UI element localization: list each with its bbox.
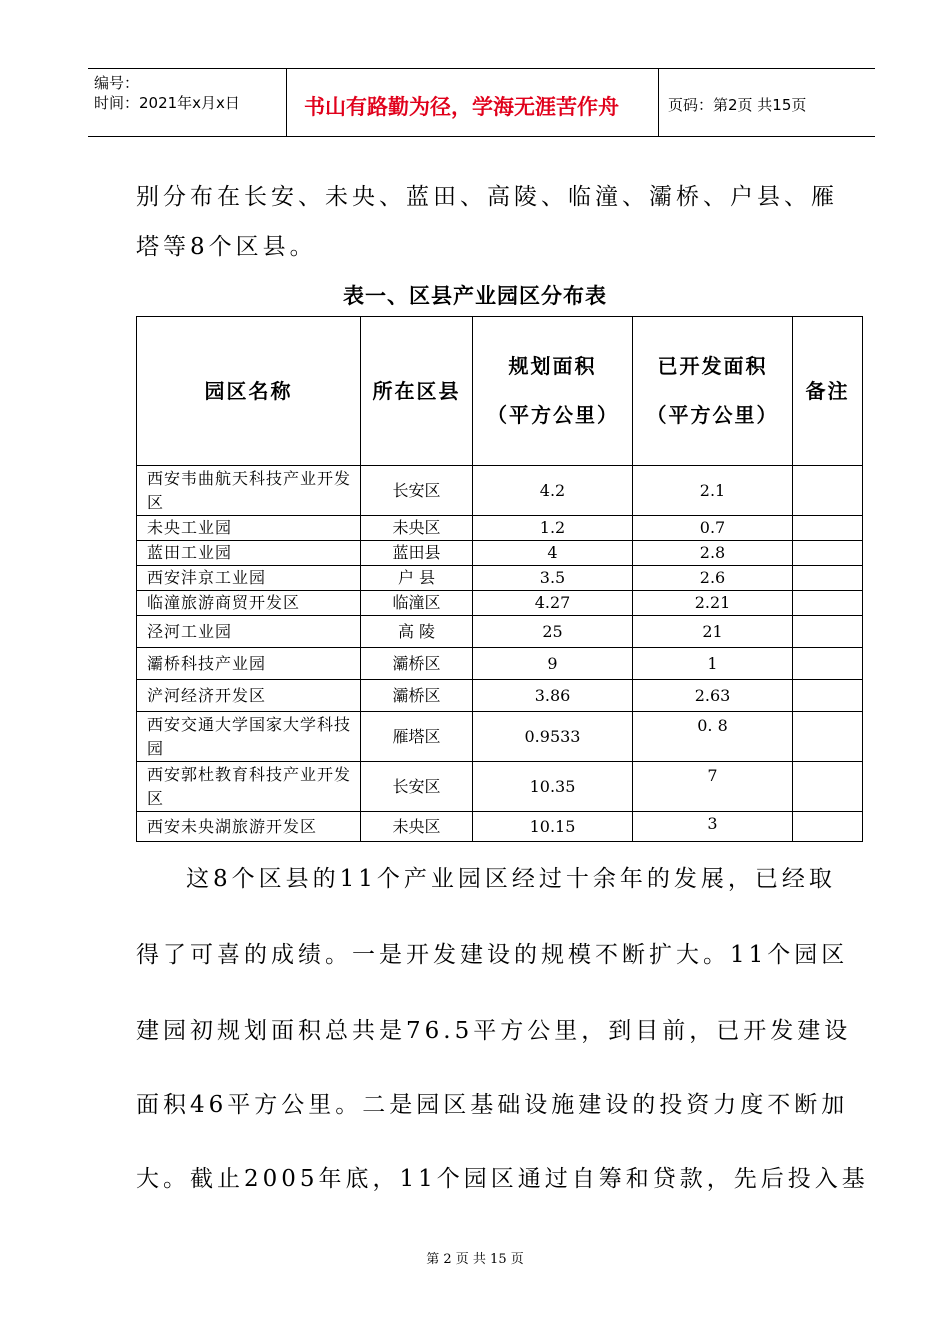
cell-note — [793, 516, 863, 541]
intro-line-2: 塔等8个区县。 — [136, 234, 317, 260]
cell-planned-area: 3.86 — [473, 680, 633, 712]
cell-district: 未央区 — [361, 812, 473, 842]
cell-district: 雁塔区 — [361, 712, 473, 762]
cell-planned-area: 9 — [473, 648, 633, 680]
cell-developed-area: 2.1 — [633, 466, 793, 516]
col-header-developed-area — [633, 317, 793, 466]
col-header-planned-area-text: 规划面积（平方公里） — [487, 354, 619, 427]
header-top-border — [88, 68, 875, 69]
table-row — [137, 680, 863, 712]
cell-developed-area: 2.21 — [633, 591, 793, 616]
table-row — [137, 466, 863, 516]
cell-district: 灞桥区 — [361, 680, 473, 712]
cell-district: 高 陵 — [361, 616, 473, 648]
cell-park-name: 未央工业园 — [137, 516, 361, 541]
table-row — [137, 566, 863, 591]
cell-park-name: 西安未央湖旅游开发区 — [137, 812, 361, 842]
cell-note — [793, 762, 863, 812]
header-divider-right — [658, 68, 659, 136]
cell-district: 临潼区 — [361, 591, 473, 616]
cell-note — [793, 616, 863, 648]
cell-park-name: 西安沣京工业园 — [137, 566, 361, 591]
cell-note — [793, 648, 863, 680]
cell-planned-area: 1.2 — [473, 516, 633, 541]
cell-planned-area: 10.15 — [473, 812, 633, 842]
intro-line-1: 别分布在长安、未央、蓝田、高陵、临潼、灞桥、户县、雁 — [136, 184, 838, 210]
table-row — [137, 648, 863, 680]
cell-note — [793, 566, 863, 591]
cell-planned-area: 0.9533 — [473, 712, 633, 762]
cell-developed-area: 21 — [633, 616, 793, 648]
cell-district: 长安区 — [361, 466, 473, 516]
col-header-planned-area — [473, 317, 633, 466]
cell-district: 未央区 — [361, 516, 473, 541]
page-footer: 第 2 页 共 15 页 — [426, 1252, 524, 1267]
cell-developed-area: 2.8 — [633, 541, 793, 566]
cell-note — [793, 712, 863, 762]
table-row — [137, 541, 863, 566]
cell-park-name: 灞桥科技产业园 — [137, 648, 361, 680]
cell-park-name: 临潼旅游商贸开发区 — [137, 591, 361, 616]
cell-note — [793, 541, 863, 566]
cell-district: 蓝田县 — [361, 541, 473, 566]
table-row — [137, 762, 863, 812]
cell-developed-area: 0. 8 — [633, 712, 793, 762]
body-line-5: 大。截止2005年底，11个园区通过自筹和贷款，先后投入基 — [136, 1166, 869, 1192]
cell-park-name: 西安韦曲航天科技产业开发区 — [137, 466, 361, 516]
header-divider-left — [286, 68, 287, 136]
cell-planned-area: 4.27 — [473, 591, 633, 616]
col-header-park-name: 园区名称 — [137, 317, 361, 466]
cell-note — [793, 466, 863, 516]
table-row — [137, 516, 863, 541]
cell-note — [793, 680, 863, 712]
cell-developed-area: 0.7 — [633, 516, 793, 541]
table-row — [137, 616, 863, 648]
cell-planned-area: 10.35 — [473, 762, 633, 812]
col-header-district: 所在区县 — [361, 317, 473, 466]
col-header-note: 备注 — [793, 317, 863, 466]
cell-note — [793, 591, 863, 616]
header-motto: 书山有路勤为径，学海无涯苦作舟 — [304, 95, 619, 119]
cell-park-name: 西安郭杜教育科技产业开发区 — [137, 762, 361, 812]
body-line-1: 这8个区县的11个产业园区经过十余年的发展，已经取 — [186, 866, 836, 892]
table-title: 表一、区县产业园区分布表 — [343, 284, 607, 308]
body-line-2: 得了可喜的成绩。一是开发建设的规模不断扩大。11个园区 — [136, 942, 849, 968]
cell-developed-area: 1 — [633, 648, 793, 680]
document-time: 时间：2021年x月x日 — [94, 94, 240, 112]
table-row — [137, 591, 863, 616]
park-distribution-table — [136, 316, 863, 842]
cell-planned-area: 4.2 — [473, 466, 633, 516]
cell-note — [793, 812, 863, 842]
cell-planned-area: 4 — [473, 541, 633, 566]
body-line-4: 面积46平方公里。二是园区基础设施建设的投资力度不断加 — [136, 1092, 849, 1118]
cell-developed-area: 7 — [633, 762, 793, 812]
document-number: 编号： — [94, 74, 140, 92]
cell-district: 灞桥区 — [361, 648, 473, 680]
cell-planned-area: 3.5 — [473, 566, 633, 591]
cell-park-name: 浐河经济开发区 — [137, 680, 361, 712]
cell-planned-area: 25 — [473, 616, 633, 648]
cell-developed-area: 3 — [633, 812, 793, 842]
table-header-row — [137, 317, 863, 466]
cell-developed-area: 2.6 — [633, 566, 793, 591]
cell-park-name: 泾河工业园 — [137, 616, 361, 648]
cell-district: 户 县 — [361, 566, 473, 591]
cell-park-name: 蓝田工业园 — [137, 541, 361, 566]
table-row — [137, 812, 863, 842]
body-line-3: 建园初规划面积总共是76.5平方公里，到目前，已开发建设 — [136, 1018, 852, 1044]
header-bottom-border — [88, 136, 875, 137]
cell-district: 长安区 — [361, 762, 473, 812]
col-header-developed-area-text: 已开发面积（平方公里） — [646, 354, 779, 427]
header-page-number: 页码：第2页 共15页 — [668, 96, 807, 114]
cell-developed-area: 2.63 — [633, 680, 793, 712]
table-row — [137, 712, 863, 762]
cell-park-name: 西安交通大学国家大学科技园 — [137, 712, 361, 762]
